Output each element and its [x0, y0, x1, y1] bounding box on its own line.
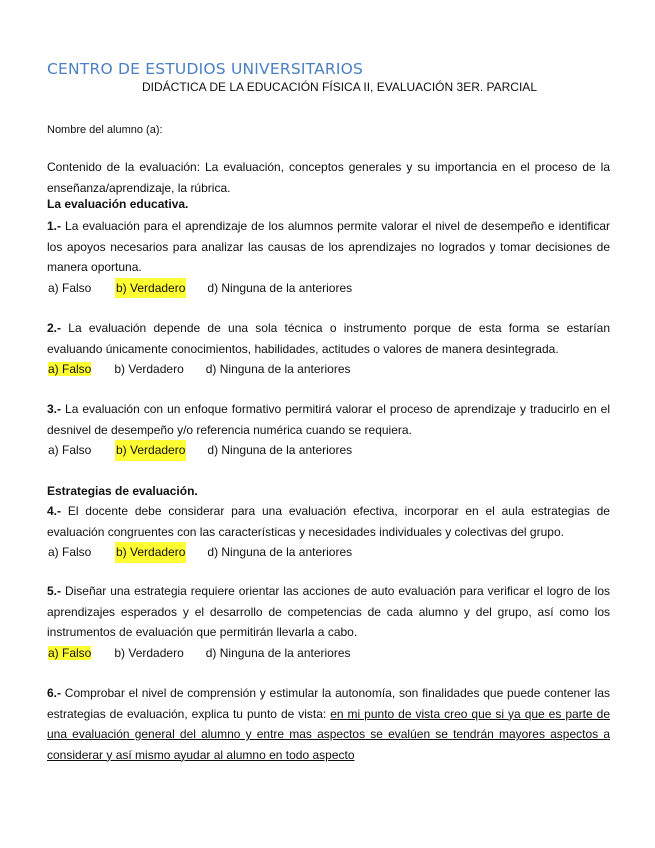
- option-a[interactable]: a) Falso: [48, 545, 92, 559]
- option-a-selected[interactable]: [47, 359, 92, 380]
- answer-options: [47, 278, 610, 299]
- question-4: [47, 501, 610, 563]
- answer-options: [47, 643, 610, 664]
- option-b-selected[interactable]: b) Verdadero: [115, 542, 186, 563]
- option-a-highlight: a) Falso: [48, 362, 92, 376]
- section-heading: Estrategias de evaluación.: [47, 484, 198, 498]
- question-number: 6.-: [47, 686, 62, 700]
- option-d[interactable]: d) Ninguna de la anteriores: [205, 645, 351, 660]
- question-number: 4.-: [47, 504, 62, 518]
- option-a[interactable]: a) Falso: [48, 443, 92, 457]
- option-d[interactable]: d) Ninguna de la anteriores: [205, 362, 351, 376]
- option-b[interactable]: b) Verdadero: [114, 362, 184, 376]
- question-text: La evaluación para el aprendizaje de los alumnos permite valorar el nivel de desempeño e identificar los apoyos necesarios para analizar las causas de los aprendizajes no logrados y tomar decisiones de manera oportuna.: [47, 219, 610, 274]
- option-b-selected[interactable]: b) Verdadero: [115, 278, 186, 299]
- option-d[interactable]: d) Ninguna de la anteriores: [207, 280, 353, 295]
- question-text: Diseñar una estrategia requiere orientar las acciones de auto evaluación para verificar el logro de los aprendizajes esperados y el desarrollo de competencias de cada alumno y del grupo, así como los instrumentos de evaluación que permitirán llevarla a cabo.: [47, 584, 610, 639]
- open-answer[interactable]: en mi punto de vista creo que si ya que es parte de una evaluación general del alumno y entre mas aspectos se evalúen se tendrán mayores aspectos a considerar y así mismo ayudar al alumno en todo aspecto: [47, 706, 610, 762]
- question-text: La evaluación depende de una sola técnica o instrumento porque de esta forma se estarían evaluando únicamente conocimientos, habilidades, actitudes o valores de manera desintegrada.: [47, 321, 610, 356]
- question-number: 1.-: [47, 219, 62, 233]
- option-a[interactable]: a) Falso: [48, 280, 92, 295]
- answer-options: [47, 440, 610, 461]
- option-d[interactable]: d) Ninguna de la anteriores: [207, 443, 353, 457]
- question-2: [47, 318, 610, 380]
- option-d[interactable]: d) Ninguna de la anteriores: [207, 545, 353, 559]
- answer-options: [47, 359, 610, 380]
- option-b[interactable]: b) Verdadero: [114, 645, 184, 660]
- option-a-selected[interactable]: [47, 643, 92, 664]
- question-number: 2.-: [47, 321, 62, 335]
- student-name-label: Nombre del alumno (a):: [47, 124, 163, 136]
- question-text: La evaluación con un enfoque formativo permitirá valorar el proceso de aprendizaje y traducirlo en el desnivel de desempeño y/o referencia numérica cuando se requiera.: [47, 402, 610, 437]
- question-5: [47, 581, 610, 663]
- question-text: El docente debe considerar para una evaluación efectiva, incorporar en el aula estrategias de evaluación congruentes con las características y necesidades individuales y colectivas del grupo.: [47, 504, 610, 539]
- question-6: [47, 683, 610, 765]
- answer-options: [47, 542, 610, 563]
- exam-subtitle: DIDÁCTICA DE LA EDUCACIÓN FÍSICA II, EVALUACIÓN 3ER. PARCIAL: [142, 80, 537, 94]
- question-3: [47, 399, 610, 461]
- institution-name: CENTRO DE ESTUDIOS UNIVERSITARIOS: [47, 60, 364, 78]
- question-number: 3.-: [47, 402, 62, 416]
- section-heading: La evaluación educativa.: [47, 197, 189, 211]
- option-b-selected[interactable]: b) Verdadero: [115, 440, 186, 461]
- question-text: Comprobar el nivel de comprensión y estimular la autonomía, son finalidades que puede contener las estrategias de evaluación, explica tu punto de vista:: [47, 686, 610, 721]
- question-1: [47, 216, 610, 298]
- content-description: Contenido de la evaluación: La evaluación, conceptos generales y su importancia en el proceso de la enseñanza/aprendizaje, la rúbrica.: [47, 160, 610, 195]
- option-a-highlight: a) Falso: [48, 645, 92, 660]
- question-number: 5.-: [47, 584, 62, 598]
